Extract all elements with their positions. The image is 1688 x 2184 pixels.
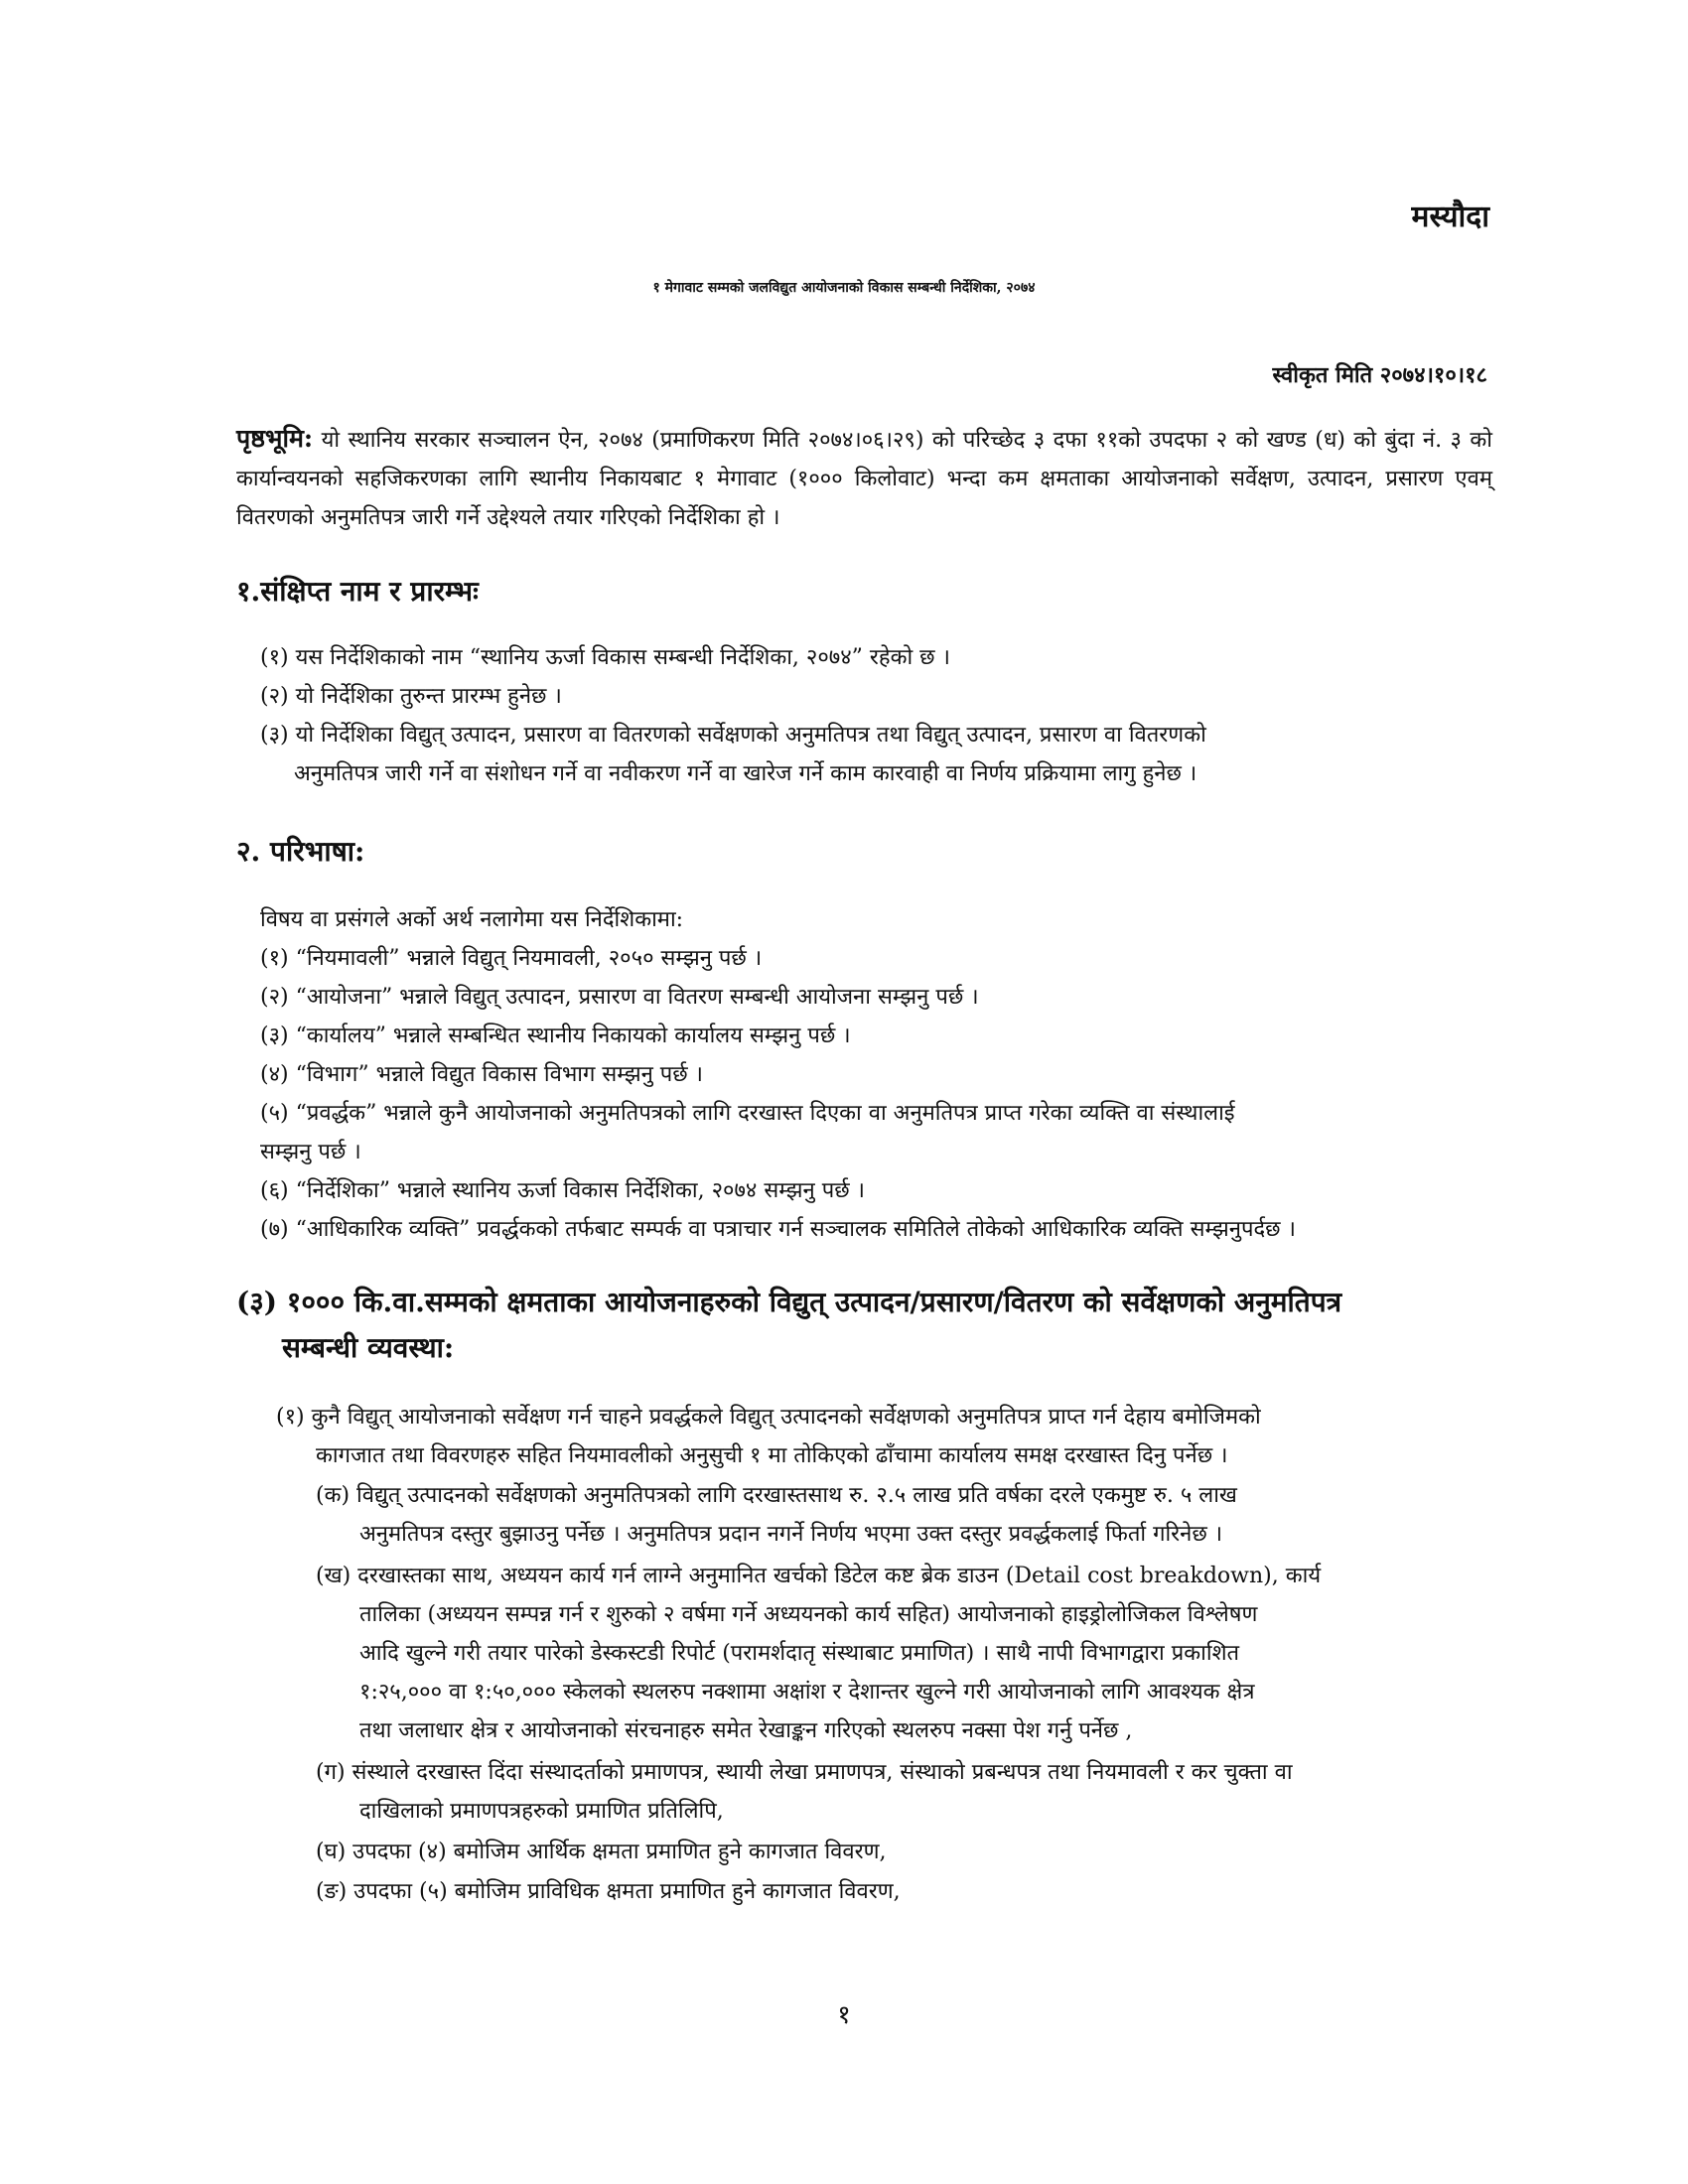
- page-number: १: [837, 2000, 851, 2030]
- background-text: यो स्थानिय सरकार सञ्चालन ऐन, २०७४ (प्रमाणिकरण मिति २०७४।०६।२९) को परिच्छेद ३ दफा ११को उपदफा २ को खण्ड (ध) को बुंदा नं. ३ को कार्यान्वयनको सहजिकरणका लागि स्थानीय निकायबाट १ मेगावाट (१००० किलोवाट) भन्दा कम क्षमताका आयोजनाको सर्वेक्षण, उत्पादन, प्रसारण एवम् वितरणको अनुमतिपत्र जारी गर्ने उद्देश्यले तयार गरिएको निर्देशिका हो ।: [236, 428, 1492, 530]
- clause-ka-continued: अनुमतिपत्र दस्तुर बुझाउनु पर्नेछ । अनुमतिपत्र प्रदान नगर्ने निर्णय भएमा उक्त दस्तुर प्रवर्द्धकलाई फिर्ता गरिनेछ ।: [359, 1522, 1223, 1547]
- definition-item: (५) “प्रवर्द्धक” भन्नाले कुनै आयोजनाको अनुमतिपत्रको लागि दरखास्त दिएका वा अनुमतिपत्र प्राप्त गरेका व्यक्ति वा संस्थालाई: [260, 1101, 1235, 1126]
- section-3-subsection-1: (१) कुनै विद्युत् आयोजनाको सर्वेक्षण गर्न चाहने प्रवर्द्धकले विद्युत् उत्पादनको सर्वेक्षणको अनुमतिपत्र प्राप्त गर्न देहाय बमोजिमको: [276, 1405, 1261, 1430]
- clause-kha-continued: १:२५,००० वा १:५०,००० स्केलको स्थलरुप नक्शामा अक्षांश र देशान्तर खुल्ने गरी आयोजनाको लागि आवश्यक क्षेत्र: [359, 1680, 1255, 1705]
- section-3-heading: (३) १००० कि.वा.सम्मको क्षमताका आयोजनाहरुको विद्युत् उत्पादन/प्रसारण/वितरण को सर्वेक्षणको अनुमतिपत्र: [236, 1286, 1342, 1318]
- background-label: पृष्ठभूमि:: [236, 424, 314, 453]
- clause-kha: (ख) दरखास्तका साथ, अध्ययन कार्य गर्न लाग्ने अनुमानित खर्चको डिटेल कष्ट ब्रेक डाउन (Detail cost breakdown), कार्य: [316, 1564, 1322, 1588]
- definition-item: (७) “आधिकारिक व्यक्ति” प्रवर्द्धकको तर्फबाट सम्पर्क वा पत्राचार गर्न सञ्चालक समितिले तोकेको आधिकारिक व्यक्ति सम्झनुपर्दछ ।: [260, 1217, 1296, 1242]
- definition-item: (१) “नियमावली” भन्नाले विद्युत् नियमावली, २०५० सम्झनु पर्छ ।: [260, 946, 763, 971]
- section-3-heading-continued: सम्बन्धी व्यवस्था:: [282, 1331, 455, 1364]
- clause-kha-continued: तथा जलाधार क्षेत्र र आयोजनाको संरचनाहरु समेत रेखाङ्कन गरिएको स्थलरुप नक्सा पेश गर्नु पर्नेछ ,: [359, 1718, 1133, 1743]
- section-1-heading: १.संक्षिप्त नाम र प्रारम्भः: [236, 575, 479, 608]
- approval-date: स्वीकृत मिति २०७४।१०।१८: [1272, 362, 1487, 388]
- clause-kha-continued: आदि खुल्ने गरी तयार पारेको डेस्कस्टडी रिपोर्ट (परामर्शदातृ संस्थाबाट प्रमाणित) । साथै नापी विभागद्वारा प्रकाशित: [359, 1641, 1240, 1666]
- definition-item-continued: सम्झनु पर्छ ।: [260, 1140, 361, 1164]
- definition-item: (३) “कार्यालय” भन्नाले सम्बन्धित स्थानीय निकायको कार्यालय सम्झनु पर्छ ।: [260, 1024, 851, 1048]
- definition-item: (६) “निर्देशिका” भन्नाले स्थानिय ऊर्जा विकास निर्देशिका, २०७४ सम्झनु पर्छ ।: [260, 1178, 865, 1203]
- clause-nga: (ङ) उपदफा (५) बमोजिम प्राविधिक क्षमता प्रमाणित हुने कागजात विवरण,: [316, 1879, 901, 1904]
- section-2-heading: २. परिभाषा:: [236, 835, 365, 868]
- definition-item: (२) “आयोजना” भन्नाले विद्युत् उत्पादन, प्रसारण वा वितरण सम्बन्धी आयोजना सम्झनु पर्छ ।: [260, 985, 979, 1010]
- section-1-item-3-continued: अनुमतिपत्र जारी गर्ने वा संशोधन गर्ने वा नवीकरण गर्ने वा खारेज गर्ने काम कारवाही वा निर्णय प्रक्रियामा लागु हुनेछ ।: [294, 761, 1197, 786]
- definition-item: (४) “विभाग” भन्नाले विद्युत विकास विभाग सम्झनु पर्छ ।: [260, 1062, 704, 1087]
- document-title: १ मेगावाट सम्मको जलविद्युत आयोजनाको विकास सम्बन्धी निर्देशिका, २०७४: [652, 280, 1036, 296]
- draft-label: मस्यौदा: [1411, 200, 1489, 234]
- clause-kha-continued: तालिका (अध्ययन सम्पन्न गर्न र शुरुको २ वर्षमा गर्ने अध्ययनको कार्य सहित) आयोजनाको हाइड्रोलोजिकल विश्लेषण: [359, 1602, 1258, 1627]
- section-1-item-2: (२) यो निर्देशिका तुरुन्त प्रारम्भ हुनेछ ।: [260, 684, 562, 709]
- clause-ga-continued: दाखिलाको प्रमाणपत्रहरुको प्रमाणित प्रतिलिपि,: [359, 1799, 724, 1824]
- section-2-intro: विषय वा प्रसंगले अर्को अर्थ नलागेमा यस निर्देशिकामा:: [260, 907, 684, 932]
- background-paragraph: [236, 419, 1492, 537]
- section-1-item-3: (३) यो निर्देशिका विद्युत् उत्पादन, प्रसारण वा वितरणको सर्वेक्षणको अनुमतिपत्र तथा विद्युत् उत्पादन, प्रसारण वा वितरणको: [260, 723, 1206, 748]
- clause-ka: (क) विद्युत् उत्पादनको सर्वेक्षणको अनुमतिपत्रको लागि दरखास्तसाथ रु. २.५ लाख प्रति वर्षका दरले एकमुष्ट रु. ५ लाख: [316, 1483, 1237, 1508]
- clause-gha: (घ) उपदफा (४) बमोजिम आर्थिक क्षमता प्रमाणित हुने कागजात विवरण,: [316, 1840, 887, 1864]
- clause-ga: (ग) संस्थाले दरखास्त दिंदा संस्थादर्ताको प्रमाणपत्र, स्थायी लेखा प्रमाणपत्र, संस्थाको प्रबन्धपत्र तथा नियमावली र कर चुक्ता वा: [316, 1760, 1293, 1785]
- section-3-subsection-1-continued: कागजात तथा विवरणहरु सहित नियमावलीको अनुसुची १ मा तोकिएको ढाँचामा कार्यालय समक्ष दरखास्त दिनु पर्नेछ ।: [316, 1443, 1228, 1468]
- section-1-item-1: (१) यस निर्देशिकाको नाम “स्थानिय ऊर्जा विकास सम्बन्धी निर्देशिका, २०७४” रहेको छ ।: [260, 645, 950, 670]
